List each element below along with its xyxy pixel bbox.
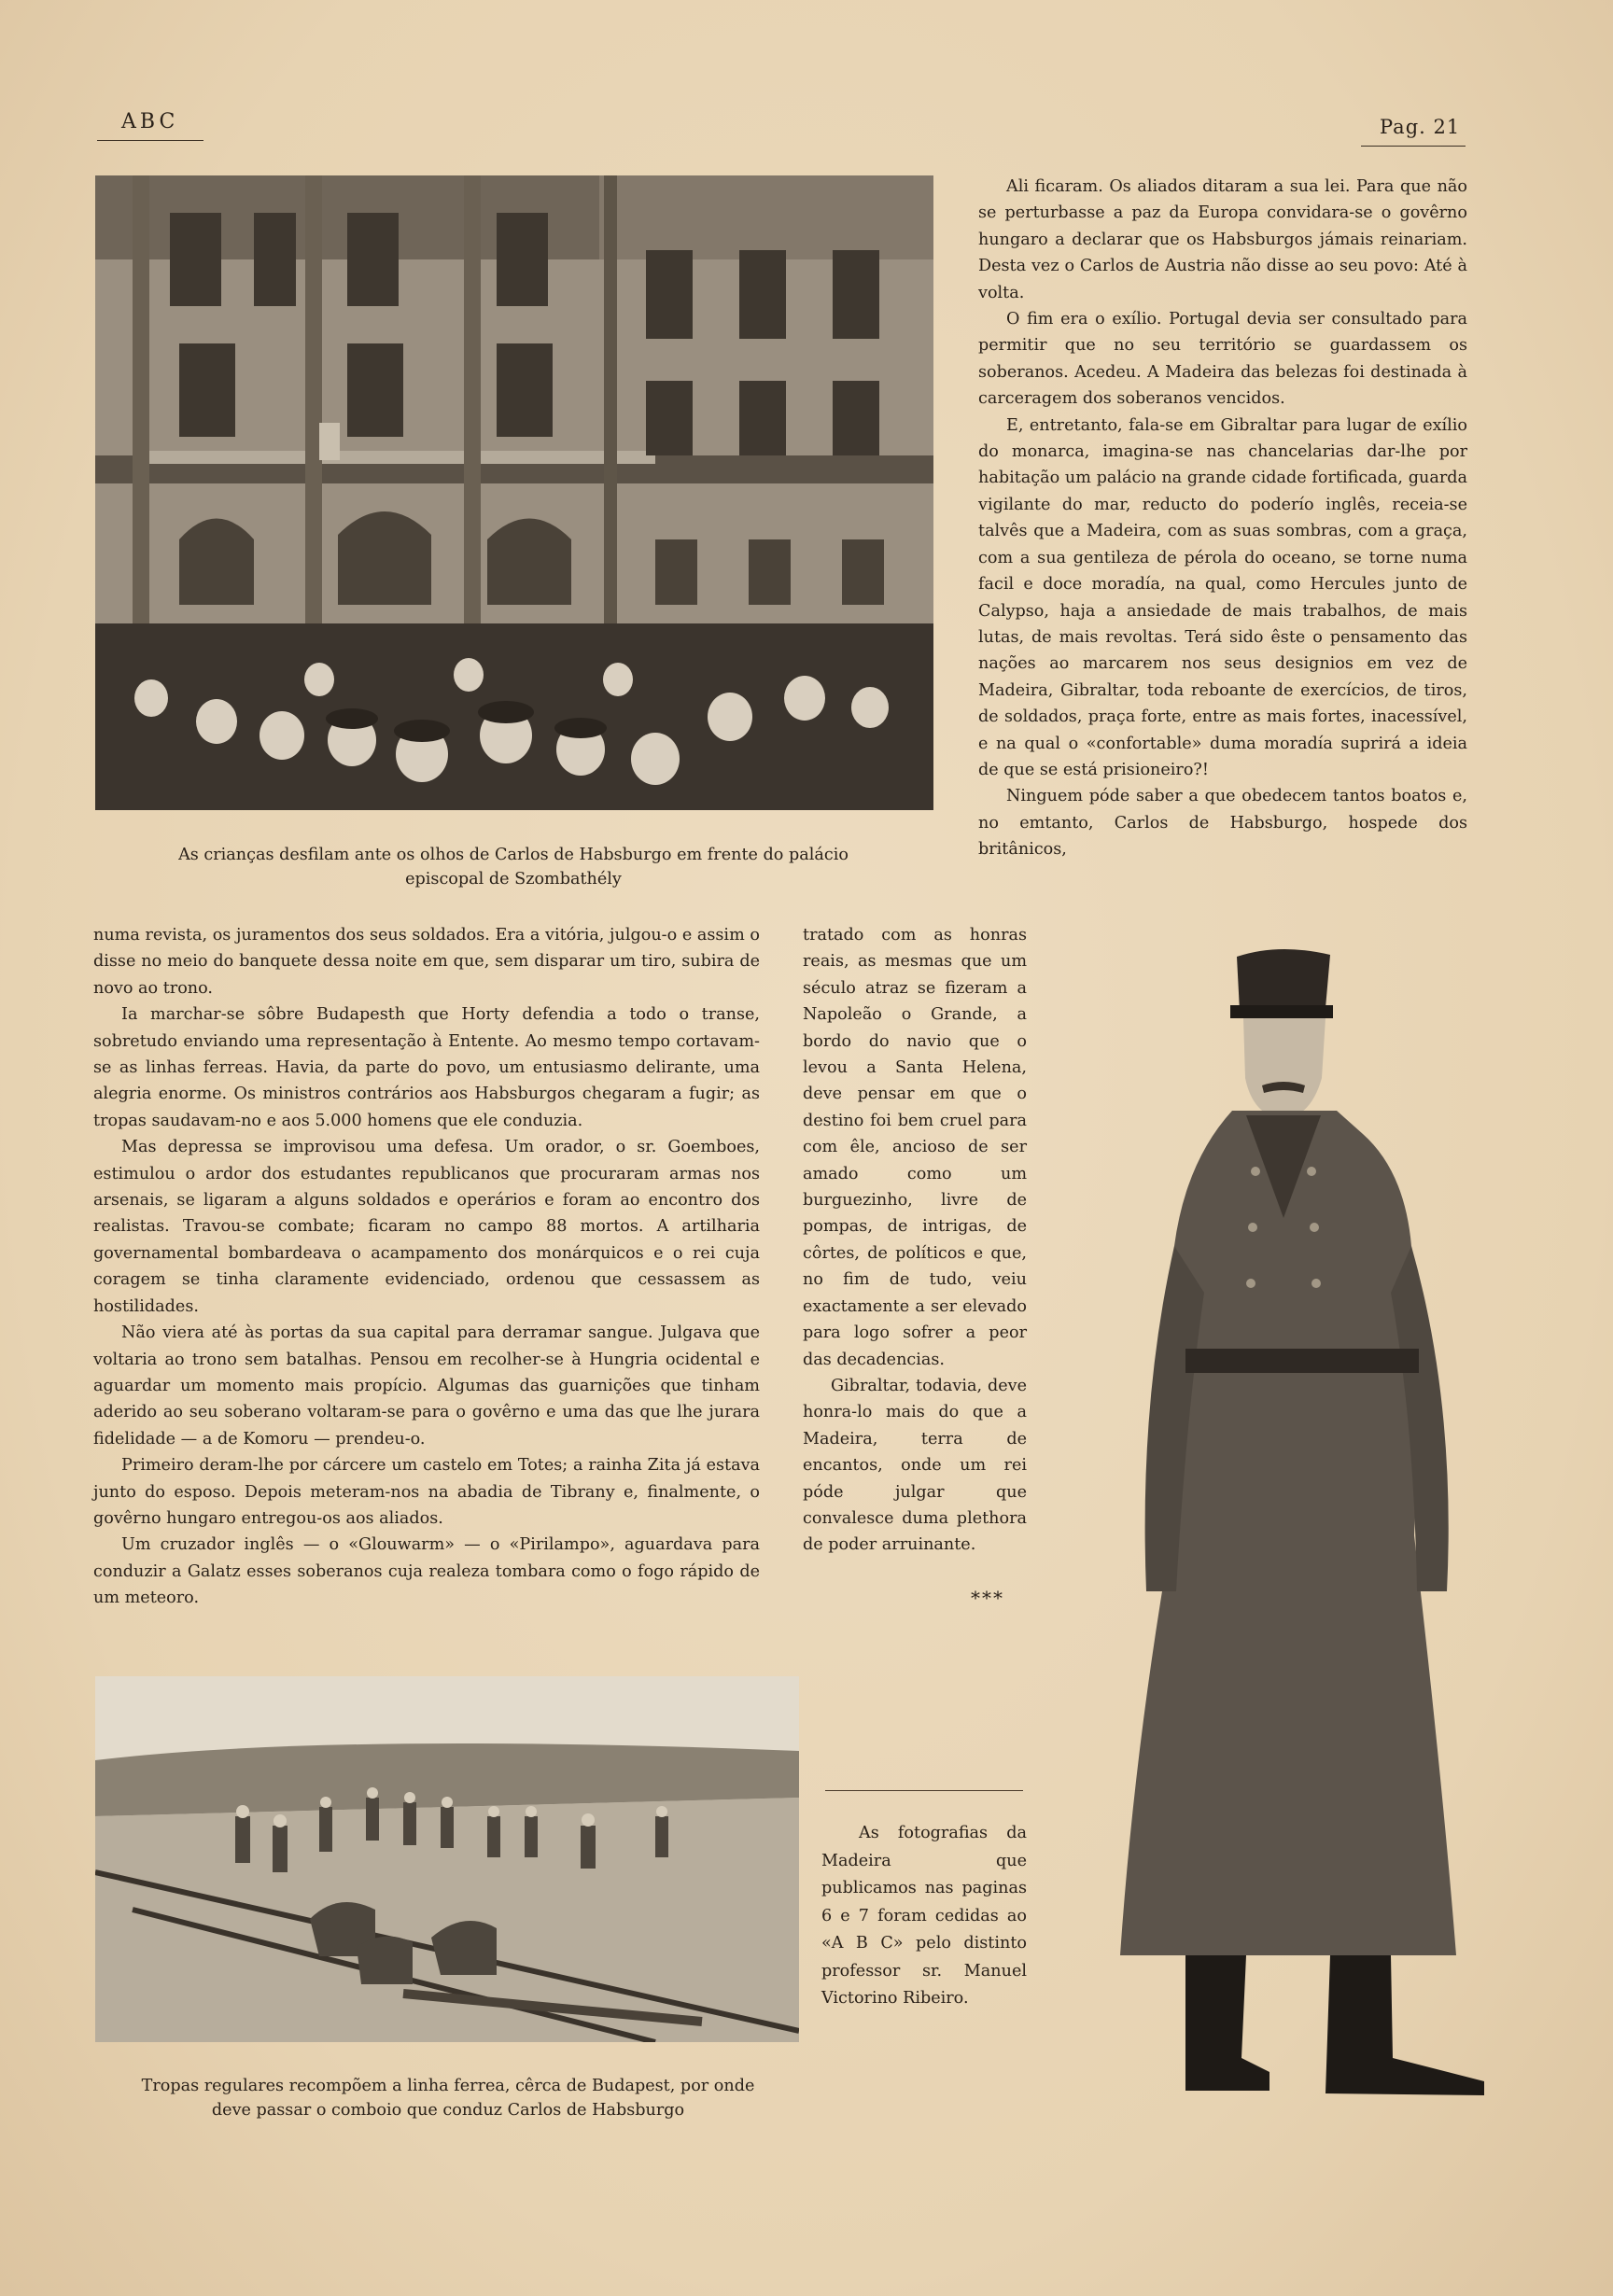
left-paragraph-5: Primeiro deram-lhe por cárcere um castelo em Totes; a rainha Zita já estava junto do esposo. Depois meteram-nos na abadia de Tibrany e, finalmente, o govêrno hungaro entregou-os aos aliados. bbox=[93, 1456, 760, 1528]
right-paragraph-4: Ninguem póde saber a que obedecem tantos boatos e, no emtanto, Carlos de Habsburgo, hospede dos britânicos, bbox=[978, 787, 1467, 860]
photo-troops-railway bbox=[95, 1676, 799, 2042]
section-ornament: *** bbox=[971, 1587, 1004, 1609]
middle-column-text bbox=[803, 922, 1027, 1559]
page-number: Pag. 21 bbox=[1380, 116, 1461, 138]
officer-silhouette bbox=[1045, 938, 1503, 2105]
left-paragraph-2: Ia marchar-se sôbre Budapesth que Horty defendia a todo o transe, sobretudo enviando uma representação à Entente. Ao mesmo tempo cortavam-se as linhas ferreas. Havia, da parte do povo, um entusiasmo delirante, uma alegria enorme. Os ministros contrários aos Habsburgos chegaram a fugir; as tropas saudavam-no e aos 5.000 homens que ele conduzia. bbox=[93, 1005, 760, 1130]
header-magazine-name: ABC bbox=[121, 110, 179, 133]
header-rule-left bbox=[97, 140, 203, 141]
railway-photo-illustration bbox=[95, 1676, 799, 2042]
note-rule bbox=[825, 1790, 1023, 1791]
right-paragraph-2: O fim era o exílio. Portugal devia ser consultado para permitir que no seu território se guardassem os soberanos. Acedeu. A Madeira das belezas foi destinada à carceragem dos soberanos vencidos. bbox=[978, 310, 1467, 409]
left-paragraph-6: Um cruzador inglês — o «Glouwarm» — o «Pirilampo», aguardava para conduzir a Galatz esses soberanos cuja realeza tombara como o fogo rápido de um meteoro. bbox=[93, 1535, 760, 1608]
photo-carlos-standing bbox=[1045, 938, 1503, 2105]
right-paragraph-1: Ali ficaram. Os aliados ditaram a sua lei. Para que não se perturbasse a paz da Europa convidara-se o govêrno hungaro a declarar que os Habsburgos jámais reinariam. Desta vez o Carlos de Austria não disse ao seu povo: Até à volta. bbox=[978, 177, 1467, 302]
photo-credit-note bbox=[821, 1820, 1027, 2013]
photo-palace-children bbox=[95, 175, 933, 810]
caption-bottom-photo: Tropas regulares recompõem a linha ferrea, cêrca de Budapest, por onde deve passar o comboio que conduz Carlos de Habsburgo bbox=[141, 2077, 755, 2120]
middle-paragraph-2: Gibraltar, todavia, deve honra-lo mais do que a Madeira, terra de encantos, onde um rei póde julgar que convalesce duma plethora de poder arruinante. bbox=[803, 1376, 1027, 1555]
right-paragraph-3: E, entretanto, fala-se em Gibraltar para lugar de exílio do monarca, imagina-se nas chancelarias dar-lhe por habitação um palácio na grande cidade fortificada, guarda vigilante do mar, reducto do poderío inglês, receia-se talvês que a Madeira, com as suas sombras, com a graça, com a sua gentileza de pérola do oceano, se torne numa facil e doce moradía, na qual, como Hercules junto de Calypso, haja a ansiedade de mais trabalhos, de mais lutas, de mais revoltas. Terá sido êste o pensamento das nações ao marcarem nos seus designios em vez de Madeira, Gibraltar, toda reboante de exercícios, de tiros, de soldados, praça forte, entre as mais fortes, inacessível, e na qual o «confortable» duma moradía suprirá a ideia de que se está prisioneiro?! bbox=[978, 415, 1467, 779]
caption-top-photo: As crianças desfilam ante os olhos de Carlos de Habsburgo em frente do palácio episcopal de Szombathély bbox=[178, 846, 849, 889]
left-column-text bbox=[93, 922, 760, 1612]
left-paragraph-4: Não viera até às portas da sua capital para derramar sangue. Julgava que voltaria ao trono sem batalhas. Pensou em recolher-se à Hungria ocidental e aguardar um momento mais propício. Algumas das guarnições que tinham aderido ao seu soberano voltaram-se para o govêrno e uma das que lhe jurara fidelidade — a de Komoru — prendeu-o. bbox=[93, 1323, 760, 1449]
header-rule-right bbox=[1361, 146, 1466, 147]
right-column-text bbox=[978, 174, 1467, 863]
left-paragraph-1: numa revista, os juramentos dos seus soldados. Era a vitória, julgou-o e assim o disse no meio do banquete dessa noite em que, sem disparar um tiro, subira de novo ao trono. bbox=[93, 926, 760, 998]
middle-paragraph-1: tratado com as honras reais, as mesmas que um século atraz se fizeram a Napoleão o Grande, a bordo do navio que o levou a Santa Helena, deve pensar em que o destino foi bem cruel para com êle, ancioso de ser amado como um burguezinho, livre de pompas, de intrigas, de côrtes, de políticos e que, no fim de tudo, veiu exactamente a ser elevado para logo sofrer a peor das decadencias. bbox=[803, 926, 1027, 1369]
left-paragraph-3: Mas depressa se improvisou uma defesa. Um orador, o sr. Goemboes, estimulou o ardor dos estudantes republicanos que procuraram armas nos arsenais, se ligaram a alguns soldados e operários e foram ao encontro dos realistas. Travou-se combate; ficaram no campo 88 mortos. A artilharia governamental bombardeava o acampamento dos monárquicos e o rei cuja coragem se tinha claramente evidenciado, ordenou que cessassem as hostilidades. bbox=[93, 1138, 760, 1316]
palace-photo-illustration bbox=[95, 175, 933, 810]
photo-credit-text: As fotografias da Madeira que publicamos nas paginas 6 e 7 foram cedidas ao «A B C» pelo distinto professor sr. Manuel Victorino Ribeiro. bbox=[821, 1824, 1027, 2008]
